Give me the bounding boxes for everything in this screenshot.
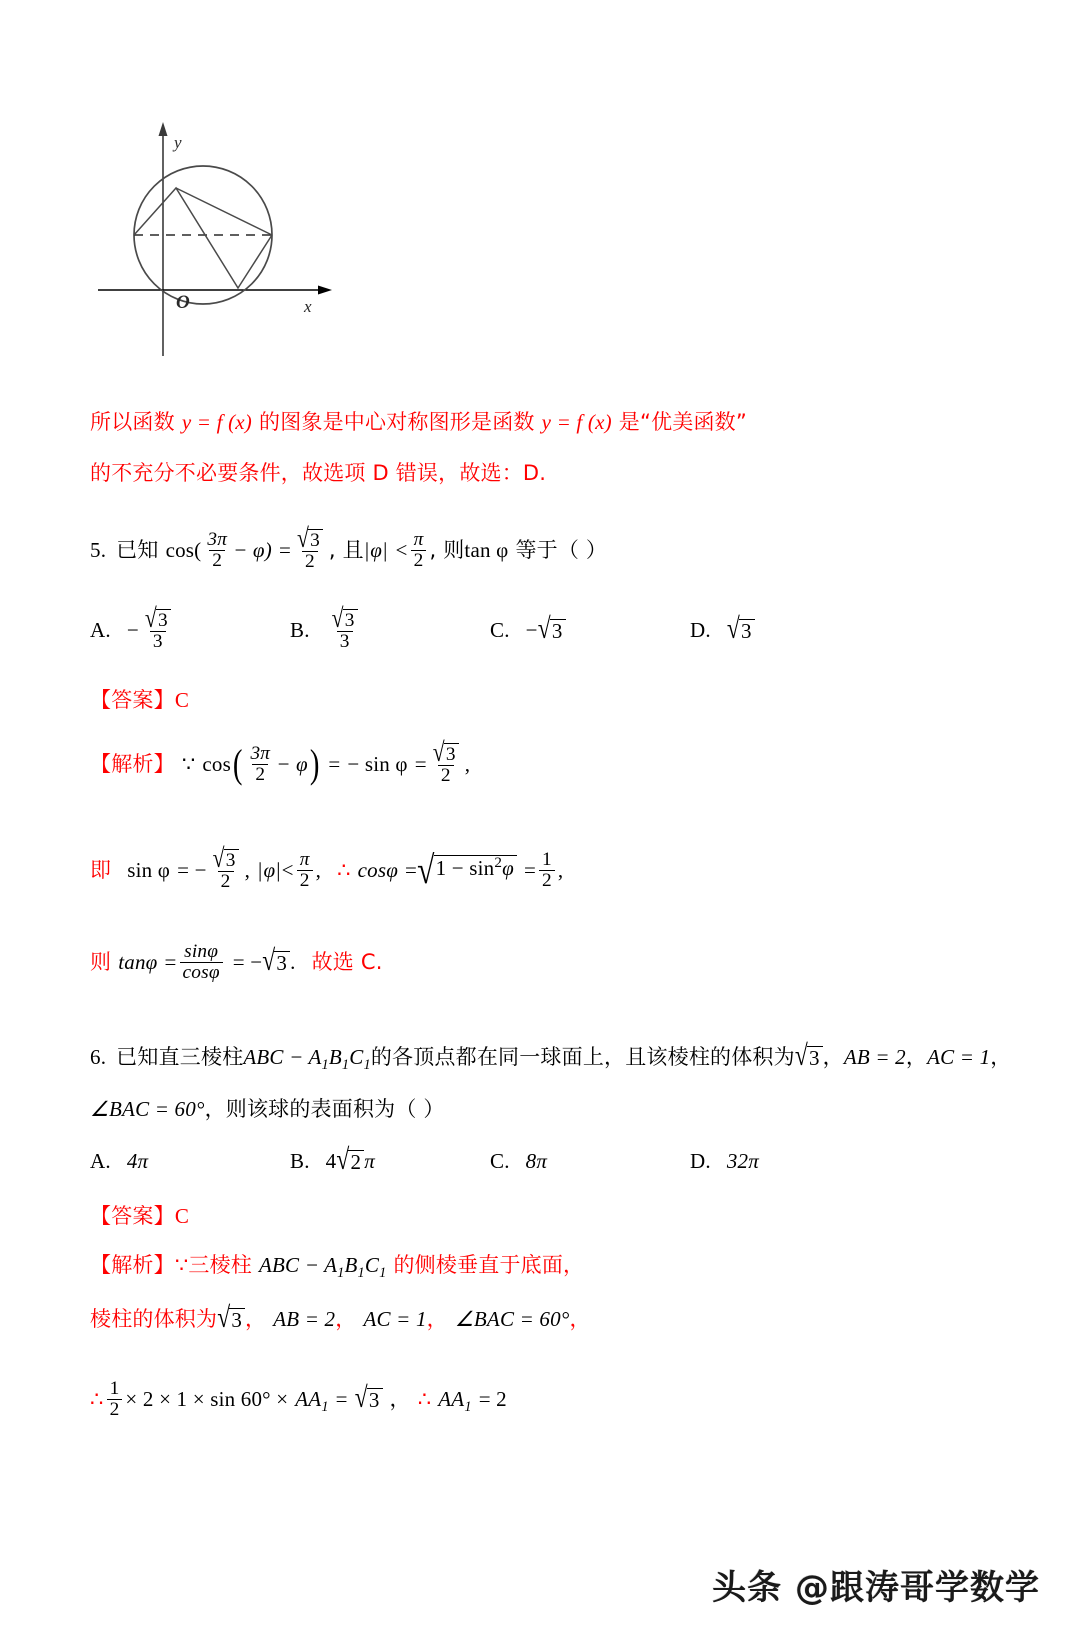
option-a-fraction (142, 602, 174, 653)
conclusion-text-1a: 所以函数 (90, 410, 175, 434)
q6-equals-1: = (335, 1387, 348, 1412)
q6-equals-2: = 2 (478, 1387, 507, 1412)
q6-analysis-comma-3: ， (426, 1306, 448, 1331)
tan-phi-result: tanφ (118, 950, 158, 975)
zigzag-polyline (134, 188, 272, 288)
figure-svg (90, 110, 390, 370)
lt-2: < (281, 857, 294, 882)
q6-comma-final: ， (389, 1387, 411, 1412)
left-paren: ( (232, 741, 243, 787)
y-axis-label: y (174, 133, 182, 152)
frac-numerator: √ 3 (142, 609, 174, 631)
frac-numerator: √ 3 (294, 529, 326, 551)
frac-numerator: 1 (542, 848, 552, 870)
analysis-label: 【解析】 (90, 752, 175, 777)
sqrt-3-result: √ 3 (262, 951, 290, 975)
question-6-analysis-line-3 (90, 1379, 990, 1421)
therefore-symbol: ∴ (337, 857, 351, 882)
choose-answer: 故选 C. (311, 950, 383, 975)
option-d-radical: √ 3 (727, 619, 755, 643)
q6-analysis-comma-1: ， (245, 1306, 267, 1331)
question-5-stem: 5. 已知 cos( $\frac{3\pi}{2}$ − φ) = √ 3 2 , 且 | φ | < $\frac{\pi}{2}$ , 则 tan φ 等于（ ） (90, 523, 608, 573)
frac-numerator: √ 3 (329, 609, 361, 631)
frac-denominator: 2 (297, 870, 313, 891)
question-6-answer (90, 1203, 990, 1228)
question-5-tan-phi: tan φ (464, 538, 509, 563)
x-axis-arrow (318, 286, 332, 295)
q6-option-c-label: C. (490, 1149, 510, 1174)
comma-1: , (464, 752, 471, 777)
q6-analysis-ac: AC = 1 (363, 1306, 427, 1331)
q6-text-1: 已知直三棱柱 (116, 1044, 244, 1069)
question-5-frac-3pi (204, 530, 230, 572)
question-5-analysis-line-3 (90, 942, 990, 984)
q6-aa1-2: $AA_1$ (438, 1387, 472, 1416)
conclusion-line-1 (90, 412, 990, 433)
watermark-logo: 头条 @跟涛哥学数学 (712, 1568, 1040, 1608)
frac-numerator: √ 3 (210, 849, 242, 871)
frac-numerator: √ 3 (430, 743, 462, 765)
q6-aa1-1: $AA_1$ (295, 1387, 329, 1416)
document-page (0, 110, 1080, 1637)
q6-analysis-text-2: 的侧棱垂直于底面， (393, 1252, 585, 1277)
q6-ac-value: AC = 1 (927, 1044, 991, 1069)
period: . (290, 950, 296, 975)
q6-analysis-angle: ∠BAC = 60° (454, 1306, 570, 1331)
q6-comma-3: ， (990, 1044, 1012, 1069)
analysis2-frac-pi-2 (297, 850, 313, 892)
q6-option-b[interactable] (290, 1144, 490, 1177)
cos-operator: cos (202, 752, 231, 777)
q6-comma-1: ， (822, 1044, 844, 1069)
q6-frac-half (107, 1379, 123, 1421)
equals-1: = (328, 752, 341, 777)
option-a-sign: − (126, 617, 139, 642)
q6-option-b-coef: 4 (325, 1149, 337, 1174)
q6-prism-label: ABC − $A_1B_1C_1$ (243, 1044, 371, 1074)
origin-label: O (176, 292, 190, 313)
question-6-number: 6. (90, 1044, 107, 1069)
q6-angle-bac: ∠BAC = 60° (90, 1097, 205, 1122)
question-5-minus-phi: − φ) (233, 538, 272, 563)
q6-option-b-pi: π (364, 1149, 375, 1174)
conclusion-line-2: 的不充分不必要条件，故选项 D 错误，故选：D. (90, 461, 547, 485)
q6-option-a-label: A. (90, 1149, 111, 1174)
q6-expr-middle: × 2 × 1 × sin 60° × (125, 1387, 289, 1412)
option-a[interactable] (90, 602, 290, 653)
question-5-lead: 已知 (116, 538, 159, 563)
frac-denominator: 2 (438, 765, 454, 786)
because-symbol: ∵ (181, 752, 196, 777)
q6-answer-label: 【答案】 (90, 1203, 175, 1228)
question-6-stem-line-1 (90, 1039, 1012, 1074)
question-5-options (90, 602, 990, 653)
frac-numerator: 3π (250, 743, 271, 765)
question-5-lt: < (395, 538, 408, 563)
question-5-frac-pi-2 (411, 530, 427, 572)
option-b[interactable] (290, 602, 490, 653)
q6-ab-value: AB = 2 (843, 1044, 906, 1069)
eq-neg: = − (177, 857, 207, 882)
analysis-frac-sqrt3-2 (430, 737, 462, 787)
frac-denominator: 2 (539, 870, 555, 891)
q6-option-a[interactable] (90, 1151, 290, 1172)
equals-4: = (523, 857, 536, 882)
option-c-sign: − (525, 617, 538, 642)
q6-analysis-comma-4: ， (569, 1306, 591, 1331)
q6-because-symbol: ∵ (174, 1252, 189, 1277)
radicand-exponent: 2 (494, 854, 503, 871)
question-5-tail: 等于（ ） (515, 538, 608, 563)
conclusion-math-1: y = f (x) (181, 410, 252, 434)
frac-denominator: 2 (411, 550, 427, 571)
analysis-frac-3pi (247, 744, 273, 786)
frac-denominator: 2 (218, 871, 234, 892)
question-5-analysis-line-1 (90, 737, 990, 787)
question-5-ze: , 则 (429, 538, 465, 563)
q6-option-d[interactable] (690, 1151, 759, 1172)
q6-therefore-1: ∴ (90, 1387, 104, 1412)
frac-numerator: π (413, 529, 424, 550)
frac-numerator: 1 (109, 1378, 120, 1400)
y-axis-arrow (159, 122, 168, 136)
q6-option-b-label: B. (290, 1149, 310, 1174)
option-d-label: D. (690, 617, 711, 642)
equals-3: = (405, 857, 418, 882)
question-5-frac-sqrt3-2 (294, 523, 326, 573)
question-5-analysis-line-2: 即 sin φ = − √ 3 2 , | φ | < $\frac{\pi}{2}$ , ∴ cosφ = √ $1 - \sin^2\varphi$ = $\frac{1}{2}$ , (90, 842, 564, 892)
frac-denominator: 2 (209, 550, 225, 571)
sin-phi: sin φ (127, 857, 171, 882)
cos-phi: cosφ (357, 857, 399, 882)
option-c-radical: √ 3 (538, 619, 566, 643)
comma-2: , (244, 857, 251, 882)
q6-comma-2: ， (905, 1044, 928, 1069)
frac-denominator: 2 (252, 764, 268, 785)
frac-denominator: 3 (150, 631, 166, 652)
q6-result-sqrt: √ 3 (355, 1388, 383, 1412)
ji-prefix: 即 (90, 857, 112, 882)
frac-denominator: cosφ (180, 962, 223, 983)
question-6-stem-line-2 (90, 1099, 990, 1120)
answer-value: C (174, 688, 190, 713)
equals-2: = (414, 752, 427, 777)
eq-neg-2: = − (232, 950, 263, 975)
answer-label: 【答案】 (90, 688, 175, 713)
equals-5: = (164, 950, 177, 975)
option-b-fraction (329, 602, 361, 653)
q6-option-d-label: D. (690, 1149, 711, 1174)
option-b-label: B. (290, 617, 310, 642)
option-d[interactable] (690, 612, 755, 646)
comma-4: , (557, 857, 564, 882)
analysis2-frac-half (539, 850, 555, 892)
right-paren: ) (309, 741, 320, 787)
ze-prefix: 则 (90, 950, 112, 975)
question-6-analysis-line-2 (90, 1301, 990, 1335)
radicand-text: 1 − sin (435, 855, 495, 880)
q6-text-3: ，则该球的表面积为（ ） (204, 1097, 445, 1122)
q6-answer-value: C (174, 1203, 190, 1228)
sin-over-cos-fraction (180, 942, 223, 984)
q6-option-d-value: 32π (726, 1149, 759, 1174)
x-axis-label: x (304, 297, 312, 316)
q6-therefore-2: ∴ (417, 1387, 432, 1412)
question-5-cos: cos( (165, 538, 202, 563)
sqrt-expr: √ $1 - \sin^2\varphi$ (417, 855, 517, 887)
q6-text-2: 的各顶点都在同一球面上，且该棱柱的体积为 (370, 1044, 795, 1069)
q6-sqrt-3: √ 3 (795, 1046, 823, 1070)
frac-denominator: 2 (107, 1399, 123, 1420)
q6-option-c-value: 8π (525, 1149, 548, 1174)
q6-analysis-ab: AB = 2 (273, 1306, 336, 1331)
q6-analysis-label: 【解析】 (90, 1252, 175, 1277)
minus-phi: − φ (276, 752, 308, 777)
option-c-label: C. (490, 617, 510, 642)
q6-analysis-comma-2: ， (335, 1306, 357, 1331)
q6-volume-sqrt: √ 3 (217, 1308, 245, 1332)
figure-circle-zigzag (90, 110, 990, 390)
comma-3: , (315, 857, 322, 882)
frac-denominator: 3 (337, 631, 353, 652)
question-6-options (90, 1144, 990, 1177)
radicand-phi: φ (502, 855, 514, 880)
q6-analysis-text-1: 三棱柱 (188, 1252, 252, 1277)
option-c[interactable] (490, 612, 690, 646)
question-5-qie: , 且 (328, 538, 364, 563)
q6-option-c[interactable] (490, 1151, 690, 1172)
analysis2-frac-sqrt3-2 (210, 842, 242, 893)
q6-volume-text: 棱柱的体积为 (90, 1306, 218, 1331)
option-a-label: A. (90, 617, 111, 642)
abs-phi-2: φ (263, 857, 276, 882)
q6-option-a-value: 4π (126, 1149, 149, 1174)
question-5-abs-phi: φ (370, 538, 383, 563)
frac-denominator: 2 (302, 551, 318, 572)
q6-option-b-radical: √ 2 (336, 1150, 364, 1174)
frac-numerator: 3π (207, 529, 228, 550)
neg-sin-phi: − sin φ (347, 752, 408, 777)
frac-numerator: sinφ (184, 941, 219, 963)
conclusion-text-1b: 的图象是中心对称图形是函数 (259, 410, 535, 434)
conclusion-text-1c: 是“优美函数” (618, 410, 747, 434)
q6-analysis-prism-label: ABC − $A_1B_1C_1$ (258, 1252, 387, 1281)
question-5-number: 5. (90, 538, 107, 563)
question-6-analysis-line-1 (90, 1252, 990, 1281)
question-5-equals: = (278, 538, 291, 563)
frac-numerator: π (299, 848, 310, 870)
question-5-answer (90, 690, 990, 711)
conclusion-math-2: y = f (x) (541, 410, 612, 434)
